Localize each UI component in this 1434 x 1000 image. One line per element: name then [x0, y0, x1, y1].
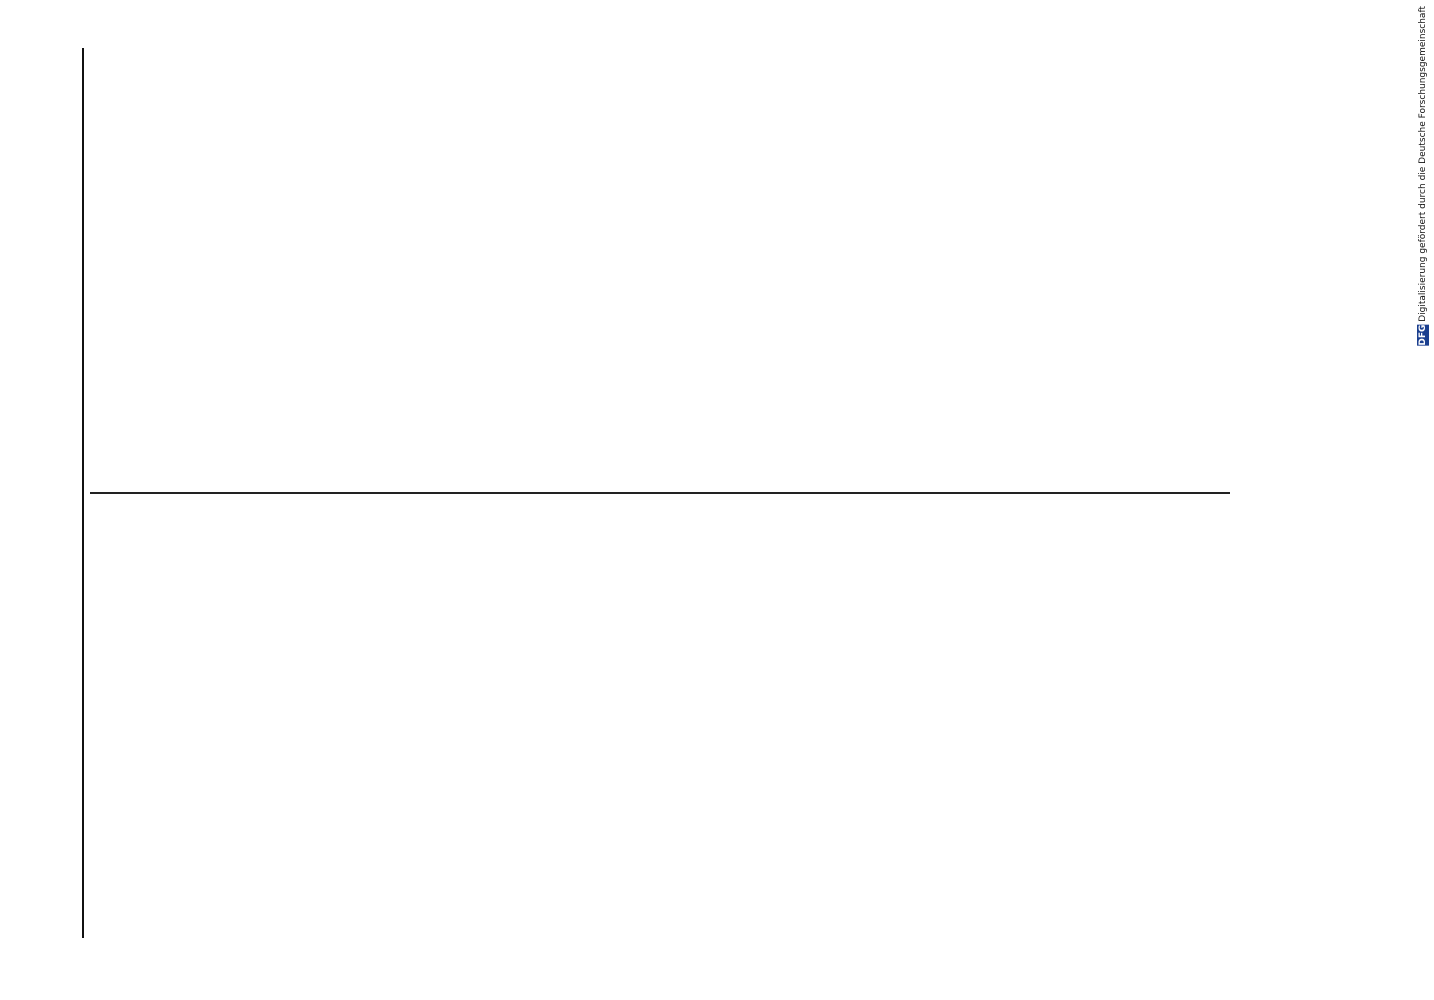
funding-credit-text [1417, 6, 1429, 350]
credit-text: Digitalisierung gefördert durch die Deutsche Forschungsgemeinschaft [1418, 6, 1428, 322]
right-column [94, 48, 1234, 488]
funding-credit [1414, 6, 1432, 986]
header-rule [82, 48, 84, 938]
credit-logo: DFG [1418, 324, 1428, 346]
left-column [94, 500, 1234, 940]
column-rule [90, 492, 1230, 494]
